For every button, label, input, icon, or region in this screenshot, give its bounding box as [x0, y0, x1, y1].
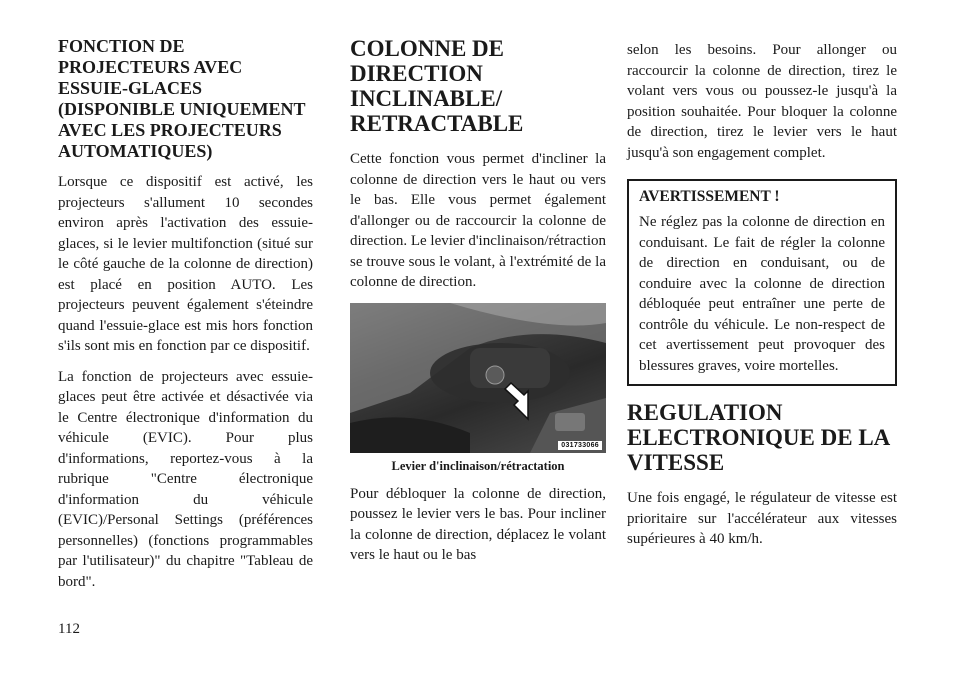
section-heading-steering-column: COLONNE DE DIRECTION INCLINABLE/ RETRACTABLE [350, 36, 524, 136]
paragraph: La fonction de projecteurs avec essuie-glaces peut être activée et désactivée via le Centre électronique d'information du véhicule (EVIC). Pour plus d'informations, reportez-vous à la rubrique "Centre électronique d'information du véhicule (EVIC)/Personal Settings (préférences personnelles) (fonctions programmables par l'utilisateur)" du chapitre "Tableau de bord". [58, 368, 313, 590]
left-column [58, 36, 313, 602]
paragraph: Pour débloquer la colonne de direction, poussez le levier vers le bas. Pour incliner la colonne de direction, déplacez le volant vers le haut ou le bas [350, 485, 606, 563]
paragraph: selon les besoins. Pour allonger ou raccourcir la colonne de direction, tirez le volant vers vous ou poussez-le jusqu'à la position souhaitée. Pour bloquer la colonne de direction, tirez le levier vers le haut jusqu'à son engagement complet. [627, 42, 897, 161]
figure-caption: Levier d'inclinaison/rétractation [391, 458, 565, 473]
paragraph: Cette fonction vous permet d'incliner la colonne de direction vers le haut ou vers le bas. Elle vous permet également d'allonger ou de raccourcir la colonne de direction. Le levier d'inclinaison/rétraction se trouve sous le volant, à l'extrémité de la colonne de direction. [350, 151, 606, 290]
page-number: 112 [58, 621, 80, 637]
warning-title: AVERTISSEMENT ! [639, 188, 780, 205]
right-column [627, 40, 897, 560]
section-heading-wiper-headlights: FONCTION DE PROJECTEURS AVEC ESSUIE-GLACES (DISPONIBLE UNIQUEMENT AVEC LES PROJECTEURS AUTOMATIQUES) [58, 36, 306, 161]
warning-box [627, 179, 897, 386]
section-heading-cruise-control: REGULATION ELECTRONIQUE DE LA VITESSE [627, 400, 890, 475]
figure-code: 031733066 [558, 441, 602, 450]
steering-lever-photo [350, 303, 606, 453]
warning-text: Ne réglez pas la colonne de direction en conduisant. Le fait de régler la colonne de direction en conduisant, ou de conduire avec la colonne de direction débloquée peut entraîner une perte de contrôle du véhicule. Le non-respect de cet avertissement peut provoquer des blessures graves, voire mortelles. [639, 214, 885, 374]
paragraph: Une fois engagé, le régulateur de vitesse est prioritaire sur l'accélérateur aux vitesses supérieures à 40 km/h. [627, 490, 897, 547]
middle-column [350, 36, 606, 576]
steering-column-illustration [350, 303, 606, 453]
paragraph: Lorsque ce dispositif est activé, les projecteurs s'allument 10 secondes environ après l'activation des essuie-glaces, si le levier multifonction (situé sur le côté gauche de la colonne de direction) est placé en position AUTO. Les projecteurs peuvent également s'éteindre quand l'essuie-glace est mis hors fonction s'ils sont mis en fonction par ce dispositif. [58, 174, 313, 354]
